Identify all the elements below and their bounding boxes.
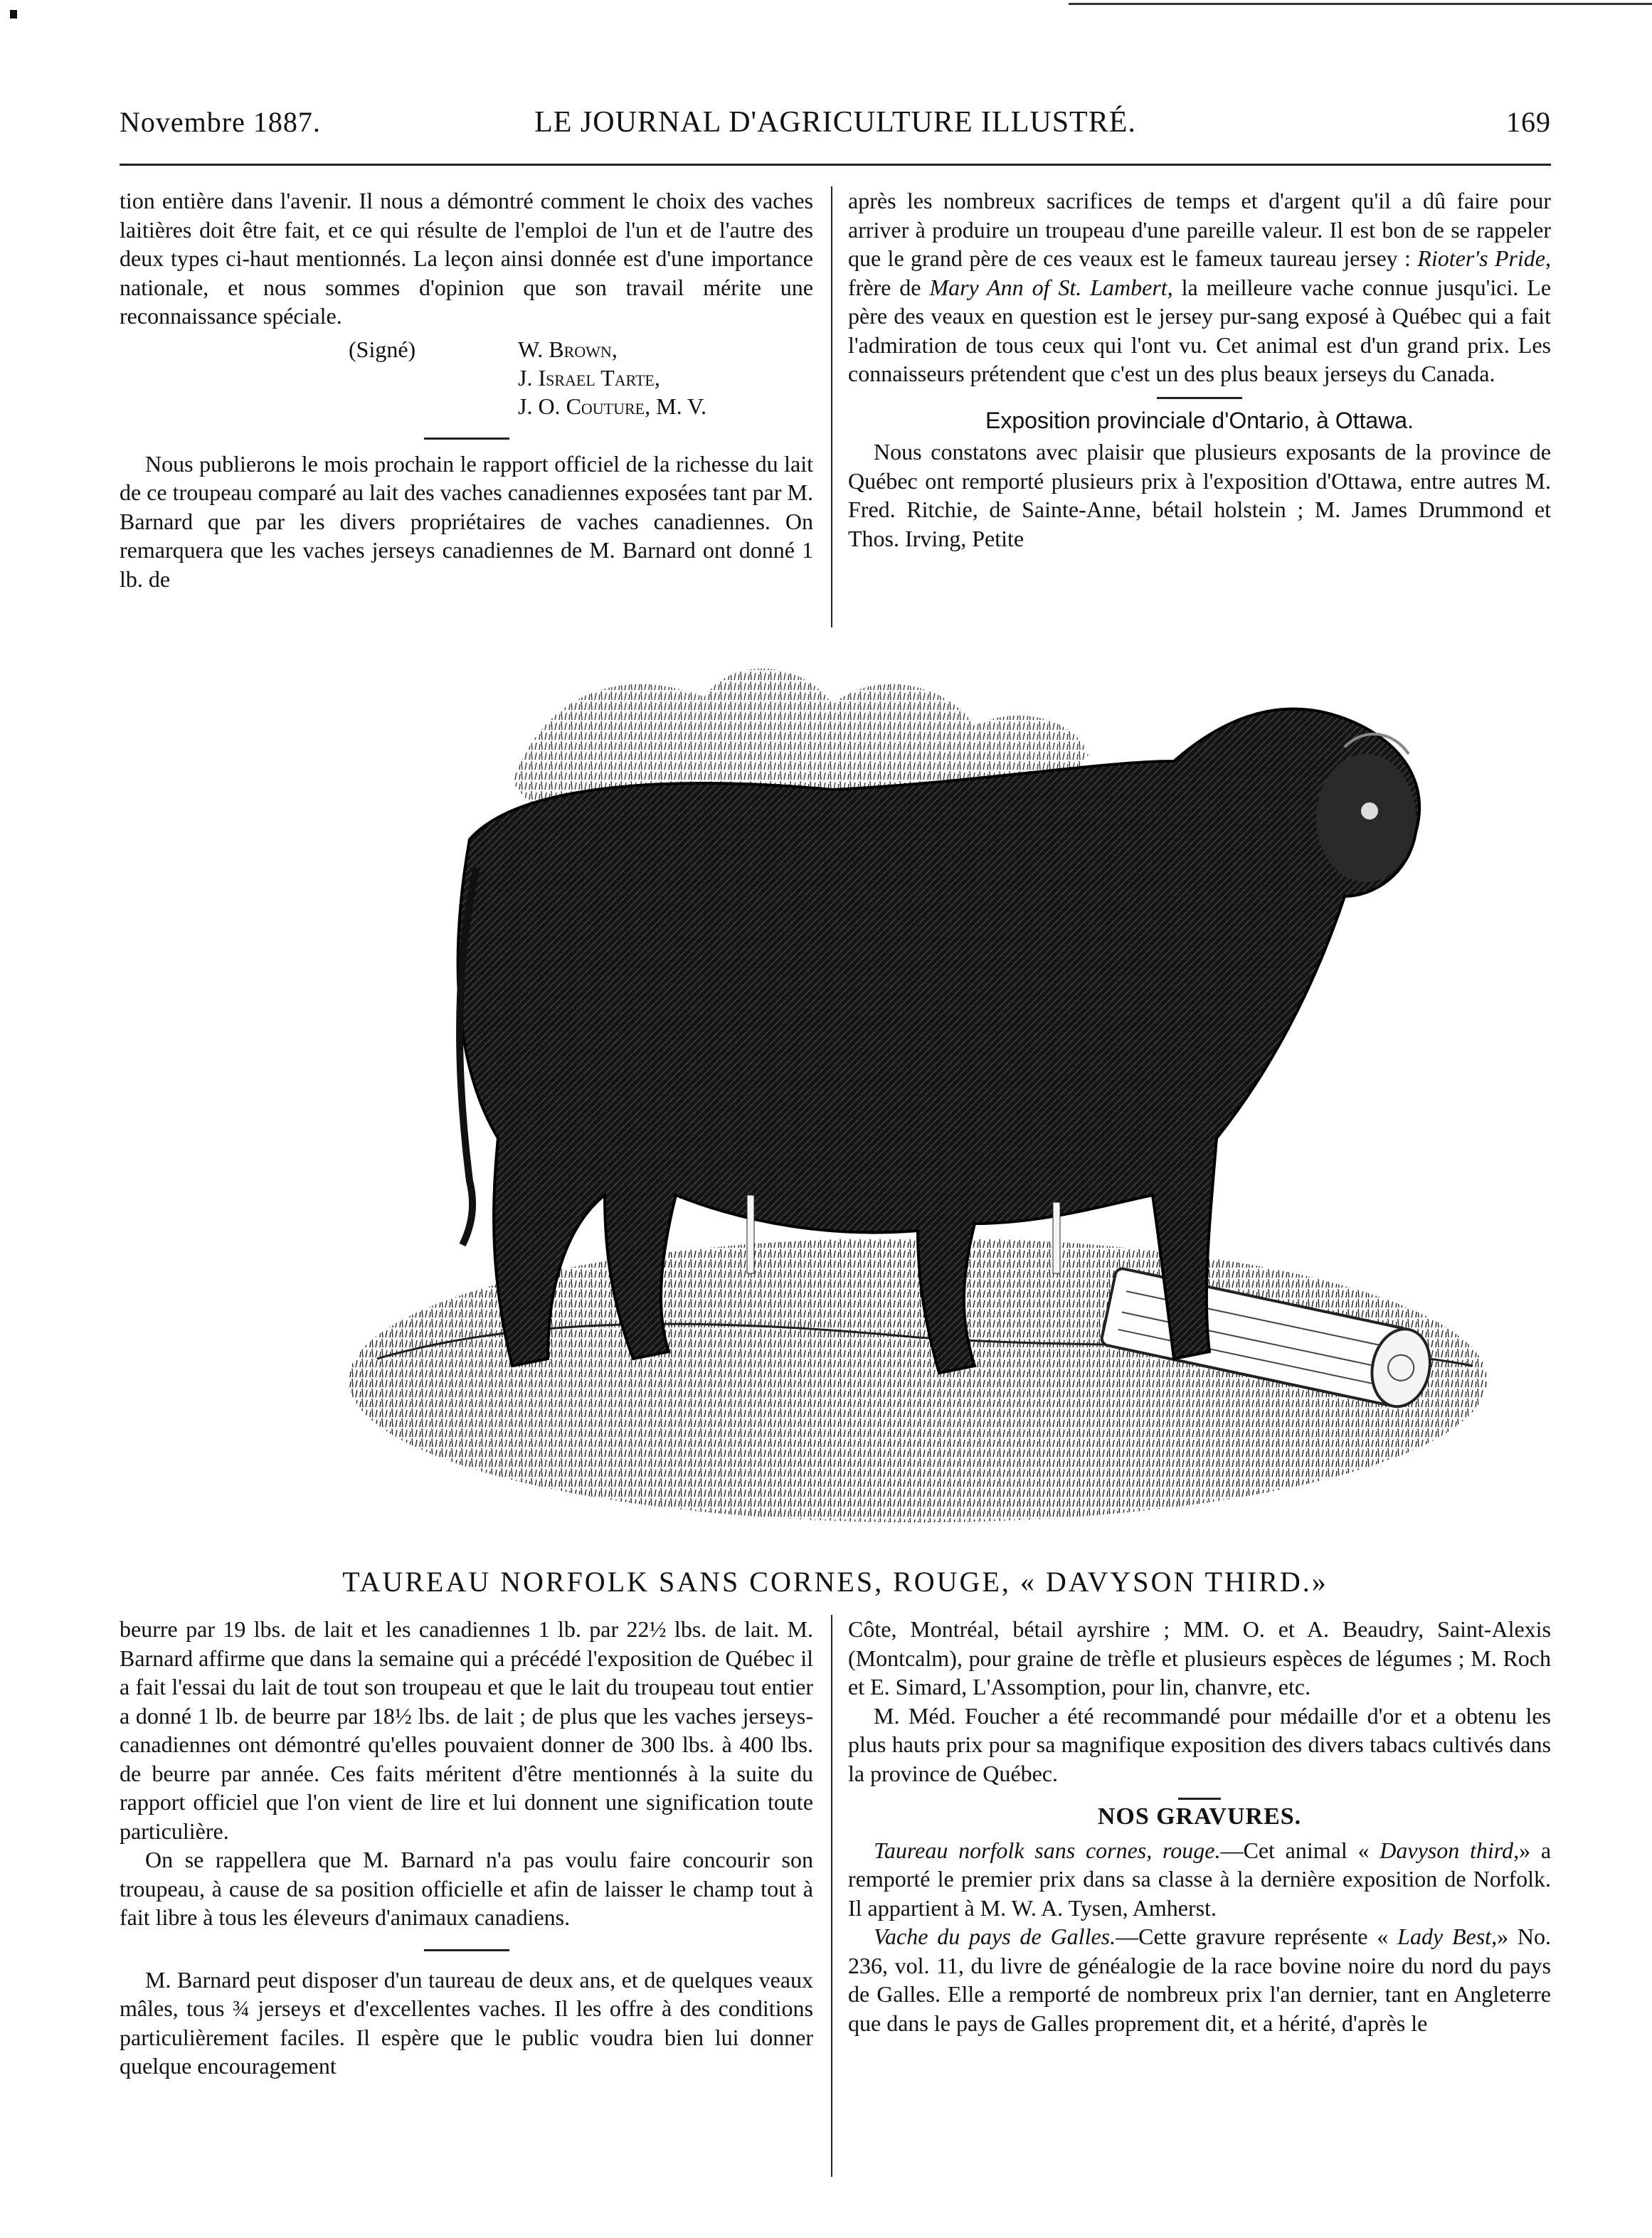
section-rule xyxy=(424,1949,509,1951)
section-heading: Exposition provinciale d'Ontario, à Ottawa. xyxy=(985,407,1414,433)
signe-label: (Signé) xyxy=(349,336,416,362)
bull-engraving xyxy=(334,640,1494,1565)
paragraph: Nous publierons le mois prochain le rapport officiel de la richesse du lait de ce troupeau comparé au lait des vaches canadiennes exposées tant par M. Barnard que par les divers propriétaires de vaches canadiennes. On remarquera que les vaches jerseys canadiennes de M. Barnard ont donné 1 lb. de xyxy=(120,450,813,592)
paragraph: Vache du pays de Galles.—Cette gravure représente « Lady Best,» No. 236, vol. 11, du livre de généalogie de la race bovine noire du nord du pays de Galles. Elle a remporté de nombreux prix l'an dernier, tant en Angleterre que dans le pays de Galles proprement dit, et a hérité, d'après le xyxy=(848,1924,1552,2036)
top-left-column xyxy=(120,186,813,593)
section-rule xyxy=(1178,1798,1221,1800)
section-rule xyxy=(424,437,509,440)
page-header xyxy=(120,105,1551,148)
header-rule xyxy=(120,164,1551,166)
signatory-1: W. Brown, xyxy=(518,336,618,362)
header-date: Novembre 1887. xyxy=(120,106,321,138)
bottom-left-column xyxy=(120,1615,813,2081)
signature-block xyxy=(120,335,813,428)
paragraph: M. Barnard peut disposer d'un taureau de deux ans, et de quelques veaux mâles, tous ¾ jerseys et d'excellentes vaches. Il les offre à des conditions particulièrement faciles. Il espère que le public voudra bien lui donner quelque encouragement xyxy=(120,1966,813,2079)
paragraph: Côte, Montréal, bétail ayrshire ; MM. O. et A. Beaudry, Saint-Alexis (Montcalm), pour graine de trèfle et plusieurs espèces de légumes ; M. Roch et E. Simard, L'Assomption, pour lin, chanvre, etc. xyxy=(848,1616,1551,1699)
page-number: 169 xyxy=(1506,106,1551,138)
column-divider xyxy=(831,1615,832,2177)
paragraph: beurre par 19 lbs. de lait et les canadiennes 1 lb. par 22½ lbs. de lait. M. Barnard affirme que dans la semaine qui a précédé l'exposition de Québec il a fait l'essai du lait de tout son troupeau et que le lait du troupeau tout entier a donné 1 lb. de beurre par 18½ lbs. de lait ; de plus que les vaches jerseys-canadiennes ont démontré qu'elles pouvaient donner de 300 lbs. à 400 lbs. de beurre par année. Ces faits méritent d'être mentionnés à la suite du rapport officiel que l'on vient de lire et lui donnent une signification toute particulière. xyxy=(120,1616,813,1844)
paragraph: tion entière dans l'avenir. Il nous a démontré comment le choix des vaches laitières doit être fait, et ce qui résulte de l'emploi de l'un et de l'autre des deux types ci-haut mentionnés. La leçon ainsi donnée est d'une importance nationale, et nous sommes d'opinion que son travail mérite une reconnaissance spéciale. xyxy=(120,188,813,329)
page-corner-mark xyxy=(10,10,17,18)
paragraph: après les nombreux sacrifices de temps et d'argent qu'il a dû faire pour arriver à produire un troupeau d'une pareille valeur. Il est bon de se rappeler que le grand père de ces veaux est le fameux taureau jersey : Rioter's Pride, frère de Mary Ann of St. Lambert, la meilleure vache connue jusqu'ici. Le père des veaux en question est le jersey pur-sang exposé à Québec qui a fait l'admiration de tous ceux qui l'ont vu. Cet animal est d'un grand prix. Les connaisseurs prétendent que c'est un des plus beaux jerseys du Canada. xyxy=(848,188,1552,386)
paragraph: M. Méd. Foucher a été recommandé pour médaille d'or et a obtenu les plus hauts prix pour sa magnifique exposition des divers tabacs cultivés dans la province de Québec. xyxy=(848,1702,1551,1786)
signatory-3: J. O. Couture, M. V. xyxy=(518,393,706,419)
top-right-column xyxy=(848,186,1551,553)
signatory-2: J. Israel Tarte, xyxy=(518,364,660,391)
paragraph: On se rappellera que M. Barnard n'a pas voulu faire concourir son troupeau, à cause de sa position officielle et afin de laisser le champ tout à fait libre à tous les éleveurs d'animaux canadiens. xyxy=(120,1847,813,1930)
top-scan-rule xyxy=(1069,3,1652,5)
section-rule xyxy=(1157,397,1242,399)
column-divider xyxy=(831,186,832,627)
paragraph: Nous constatons avec plaisir que plusieurs exposants de la province de Québec ont remporté plusieurs prix à l'exposition d'Ottawa, entre autres M. Fred. Ritchie, de Sainte-Anne, bétail holstein ; M. James Drummond et Thos. Irving, Petite xyxy=(848,439,1551,551)
section-heading: NOS GRAVURES. xyxy=(1097,1803,1302,1830)
engraving-caption: TAUREAU NORFOLK SANS CORNES, ROUGE, « DAVYSON THIRD.» xyxy=(342,1566,1328,1598)
bottom-right-column xyxy=(848,1615,1551,2037)
journal-title: LE JOURNAL D'AGRICULTURE ILLUSTRÉ. xyxy=(534,106,1136,139)
paragraph: Taureau norfolk sans cornes, rouge.—Cet animal « Davyson third,» a remporté le premier prix dans sa classe à la dernière exposition de Norfolk. Il appartient à M. W. A. Tysen, Amherst. xyxy=(848,1837,1552,1921)
